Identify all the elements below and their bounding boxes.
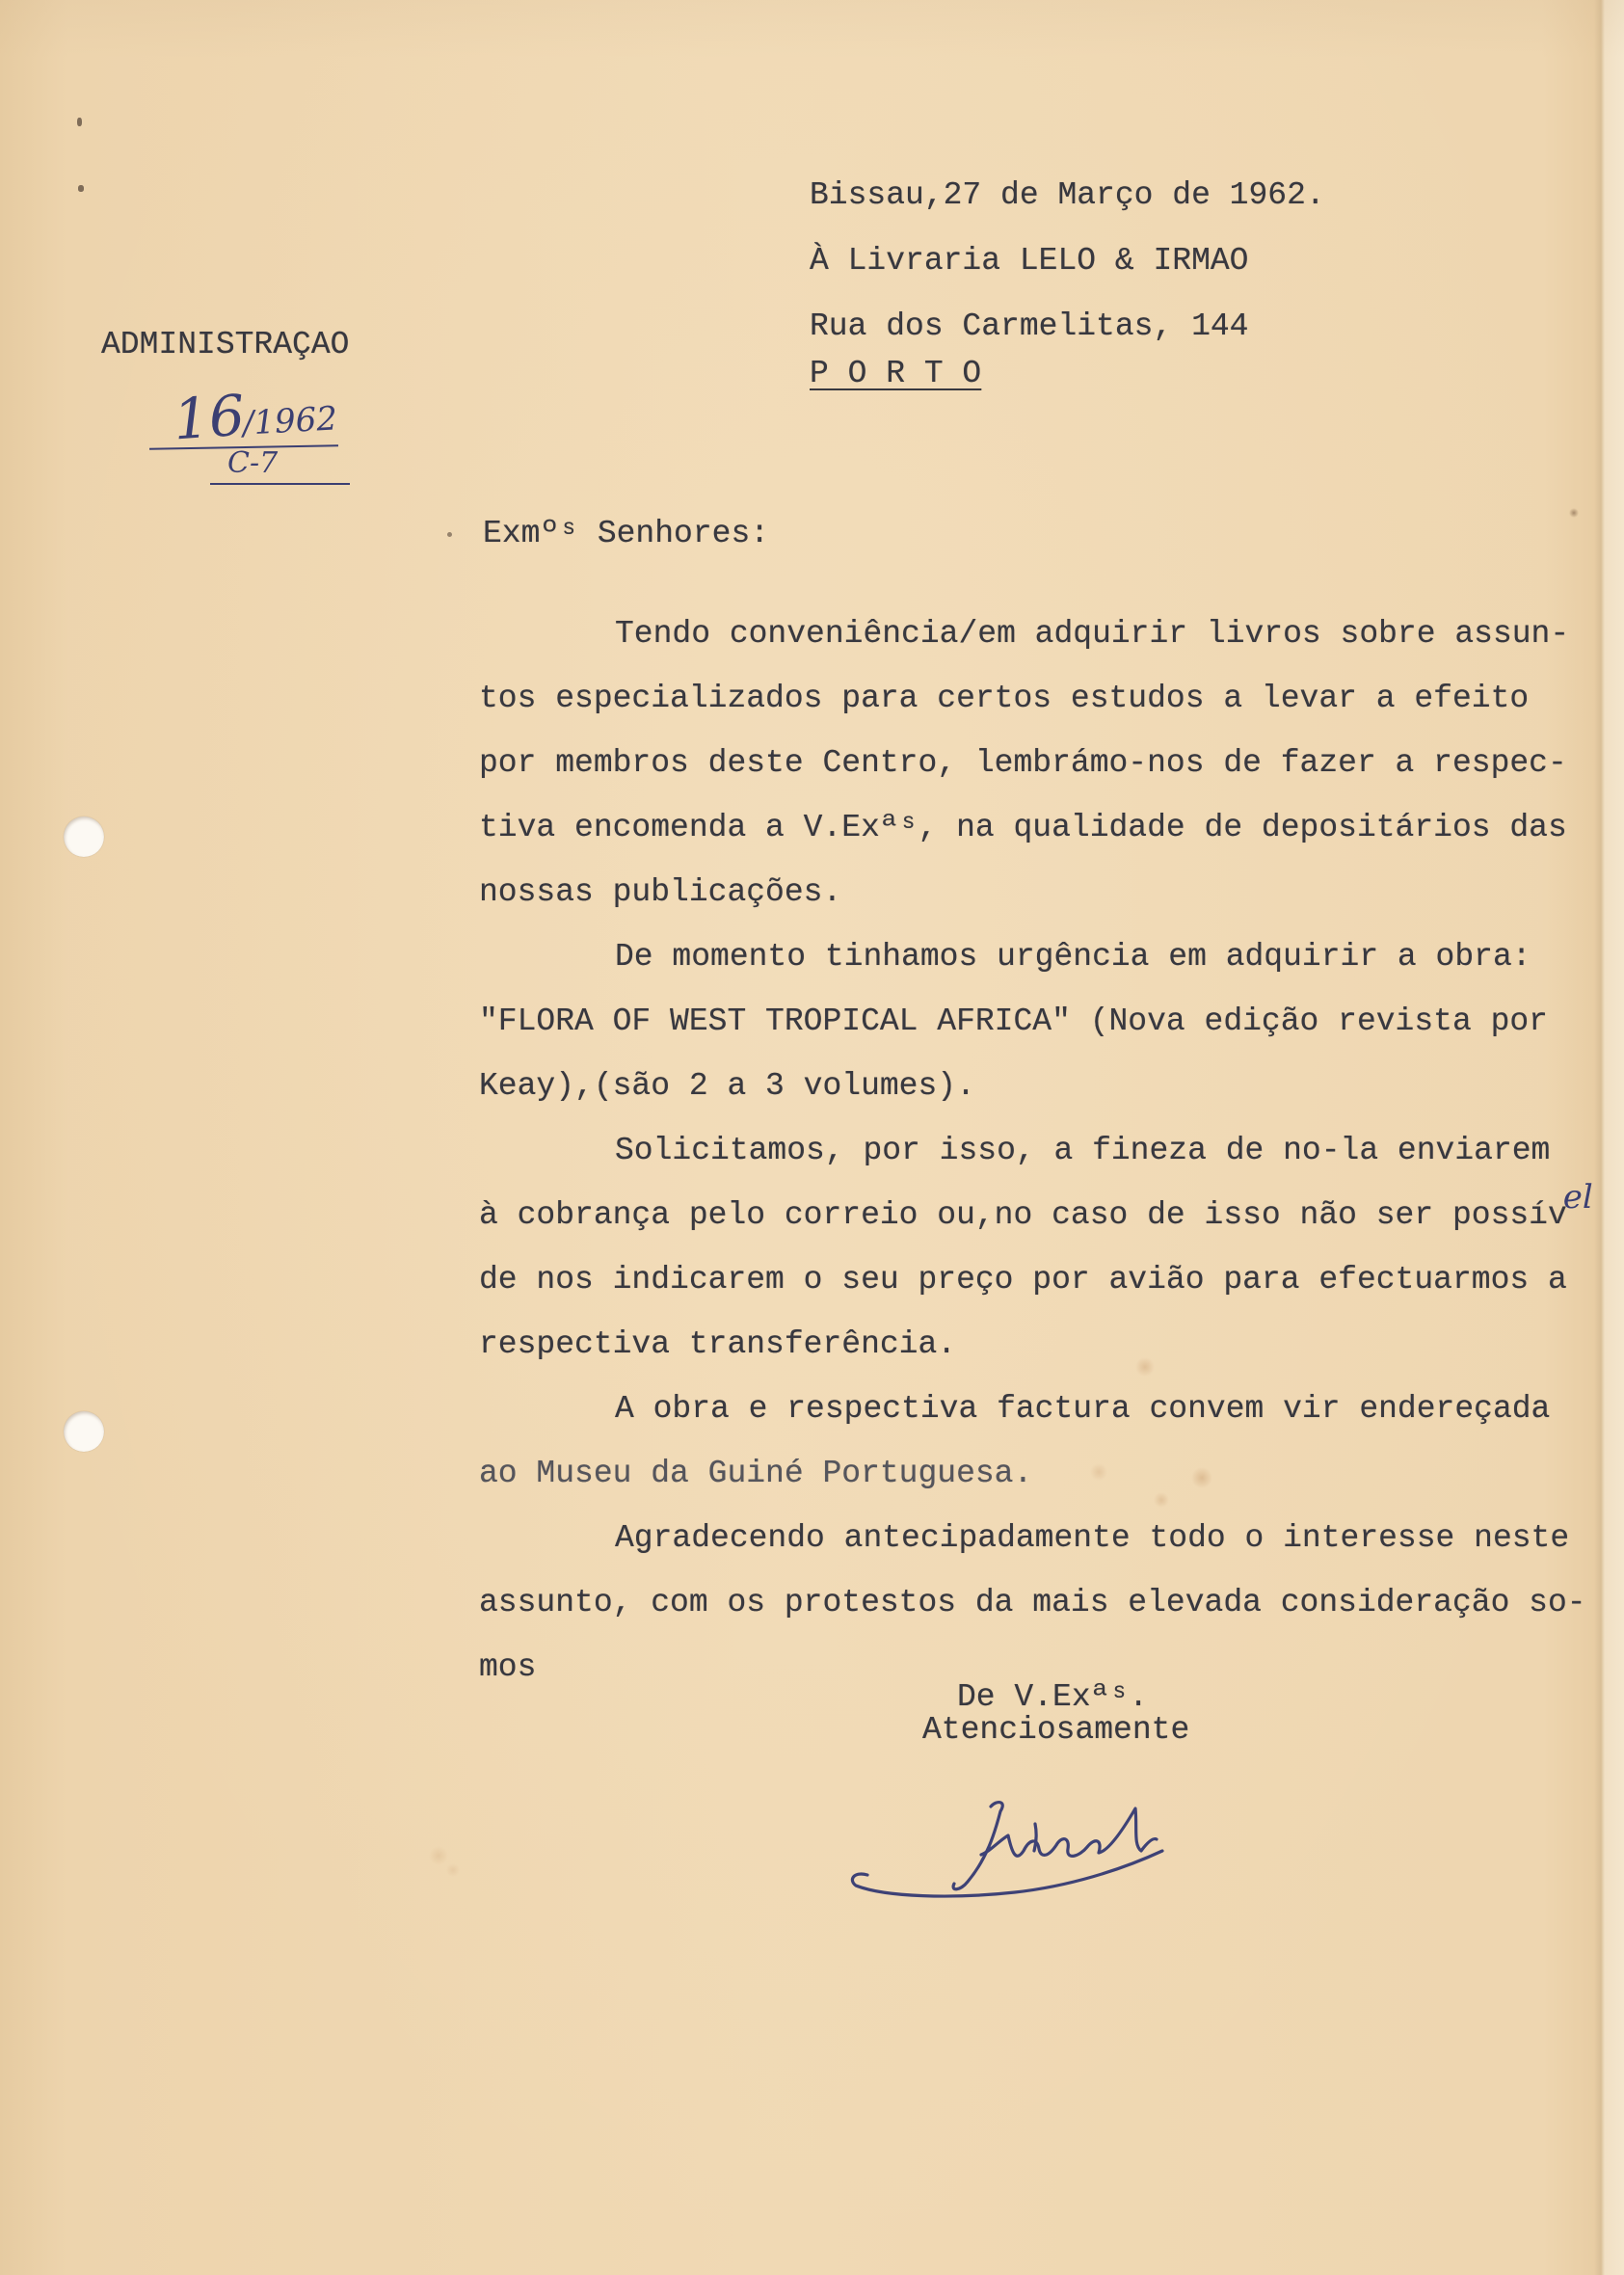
- body-line: por membros deste Centro, lembrámo-nos de fazer a respec-: [479, 745, 1567, 781]
- body-line: Tendo conveniência/em adquirir livros sobre assun-: [615, 616, 1570, 652]
- closing-regards: De V.Exªˢ.: [957, 1679, 1149, 1715]
- punch-hole: [64, 816, 104, 857]
- letter-body: [479, 602, 1607, 1700]
- signature-stroke: [1034, 1824, 1036, 1851]
- closing-word: Atenciosamente: [922, 1712, 1190, 1748]
- body-line: A obra e respectiva factura convem vir endereçada: [615, 1391, 1551, 1427]
- punch-hole: [64, 1411, 104, 1452]
- body-line-text: à cobrança pelo correio ou,no caso de isso não ser possív: [479, 1197, 1567, 1233]
- file-code-underline: [210, 483, 350, 485]
- body-line: respectiva transferência.: [479, 1326, 957, 1362]
- body-line: de nos indicarem o seu preço por avião para efectuarmos a: [479, 1262, 1567, 1298]
- paper-speck: [77, 118, 82, 126]
- date-line: Bissau,27 de Março de 1962.: [810, 177, 1325, 213]
- body-line: mos: [479, 1649, 537, 1685]
- body-line: "FLORA OF WEST TROPICAL AFRICA" (Nova edição revista por: [479, 1004, 1548, 1039]
- body-line: nossas publicações.: [479, 874, 842, 910]
- recipient-street: Rua dos Carmelitas, 144: [810, 308, 1249, 344]
- signature: [846, 1795, 1174, 1911]
- file-code: C-7: [227, 446, 279, 480]
- department-heading: ADMINISTRAÇAO: [101, 327, 350, 362]
- body-line: Solicitamos, por isso, a fineza de no-la enviarem: [615, 1133, 1551, 1168]
- paper-speck: [78, 185, 84, 192]
- body-line: Agradecendo antecipadamente todo o interesse neste: [615, 1520, 1570, 1556]
- file-number: 16: [171, 382, 248, 453]
- body-line: ao Museu da Guiné Portuguesa.: [479, 1456, 1033, 1491]
- recipient-city: P O R T O: [810, 356, 982, 391]
- recipient-name: À Livraria LELO & IRMAO: [810, 243, 1249, 279]
- file-year: /1962: [242, 399, 338, 443]
- signature-stroke: [981, 1808, 1157, 1856]
- signature-stroke: [852, 1851, 1162, 1896]
- body-line: tos especializados para certos estudos a levar a efeito: [479, 681, 1530, 716]
- body-line: [479, 1178, 1607, 1247]
- body-line: tiva encomenda a V.Exªˢ, na qualidade de depositários das: [479, 810, 1567, 845]
- body-line: De momento tinhamos urgência em adquirir a obra:: [615, 939, 1531, 975]
- salutation: Exmºˢ Senhores:: [483, 516, 770, 551]
- handwritten-correction: el: [1562, 1178, 1593, 1217]
- body-line: Keay),(são 2 a 3 volumes).: [479, 1068, 975, 1104]
- body-line: assunto, com os protestos da mais elevada consideração so-: [479, 1585, 1586, 1620]
- stray-mark: [447, 532, 452, 537]
